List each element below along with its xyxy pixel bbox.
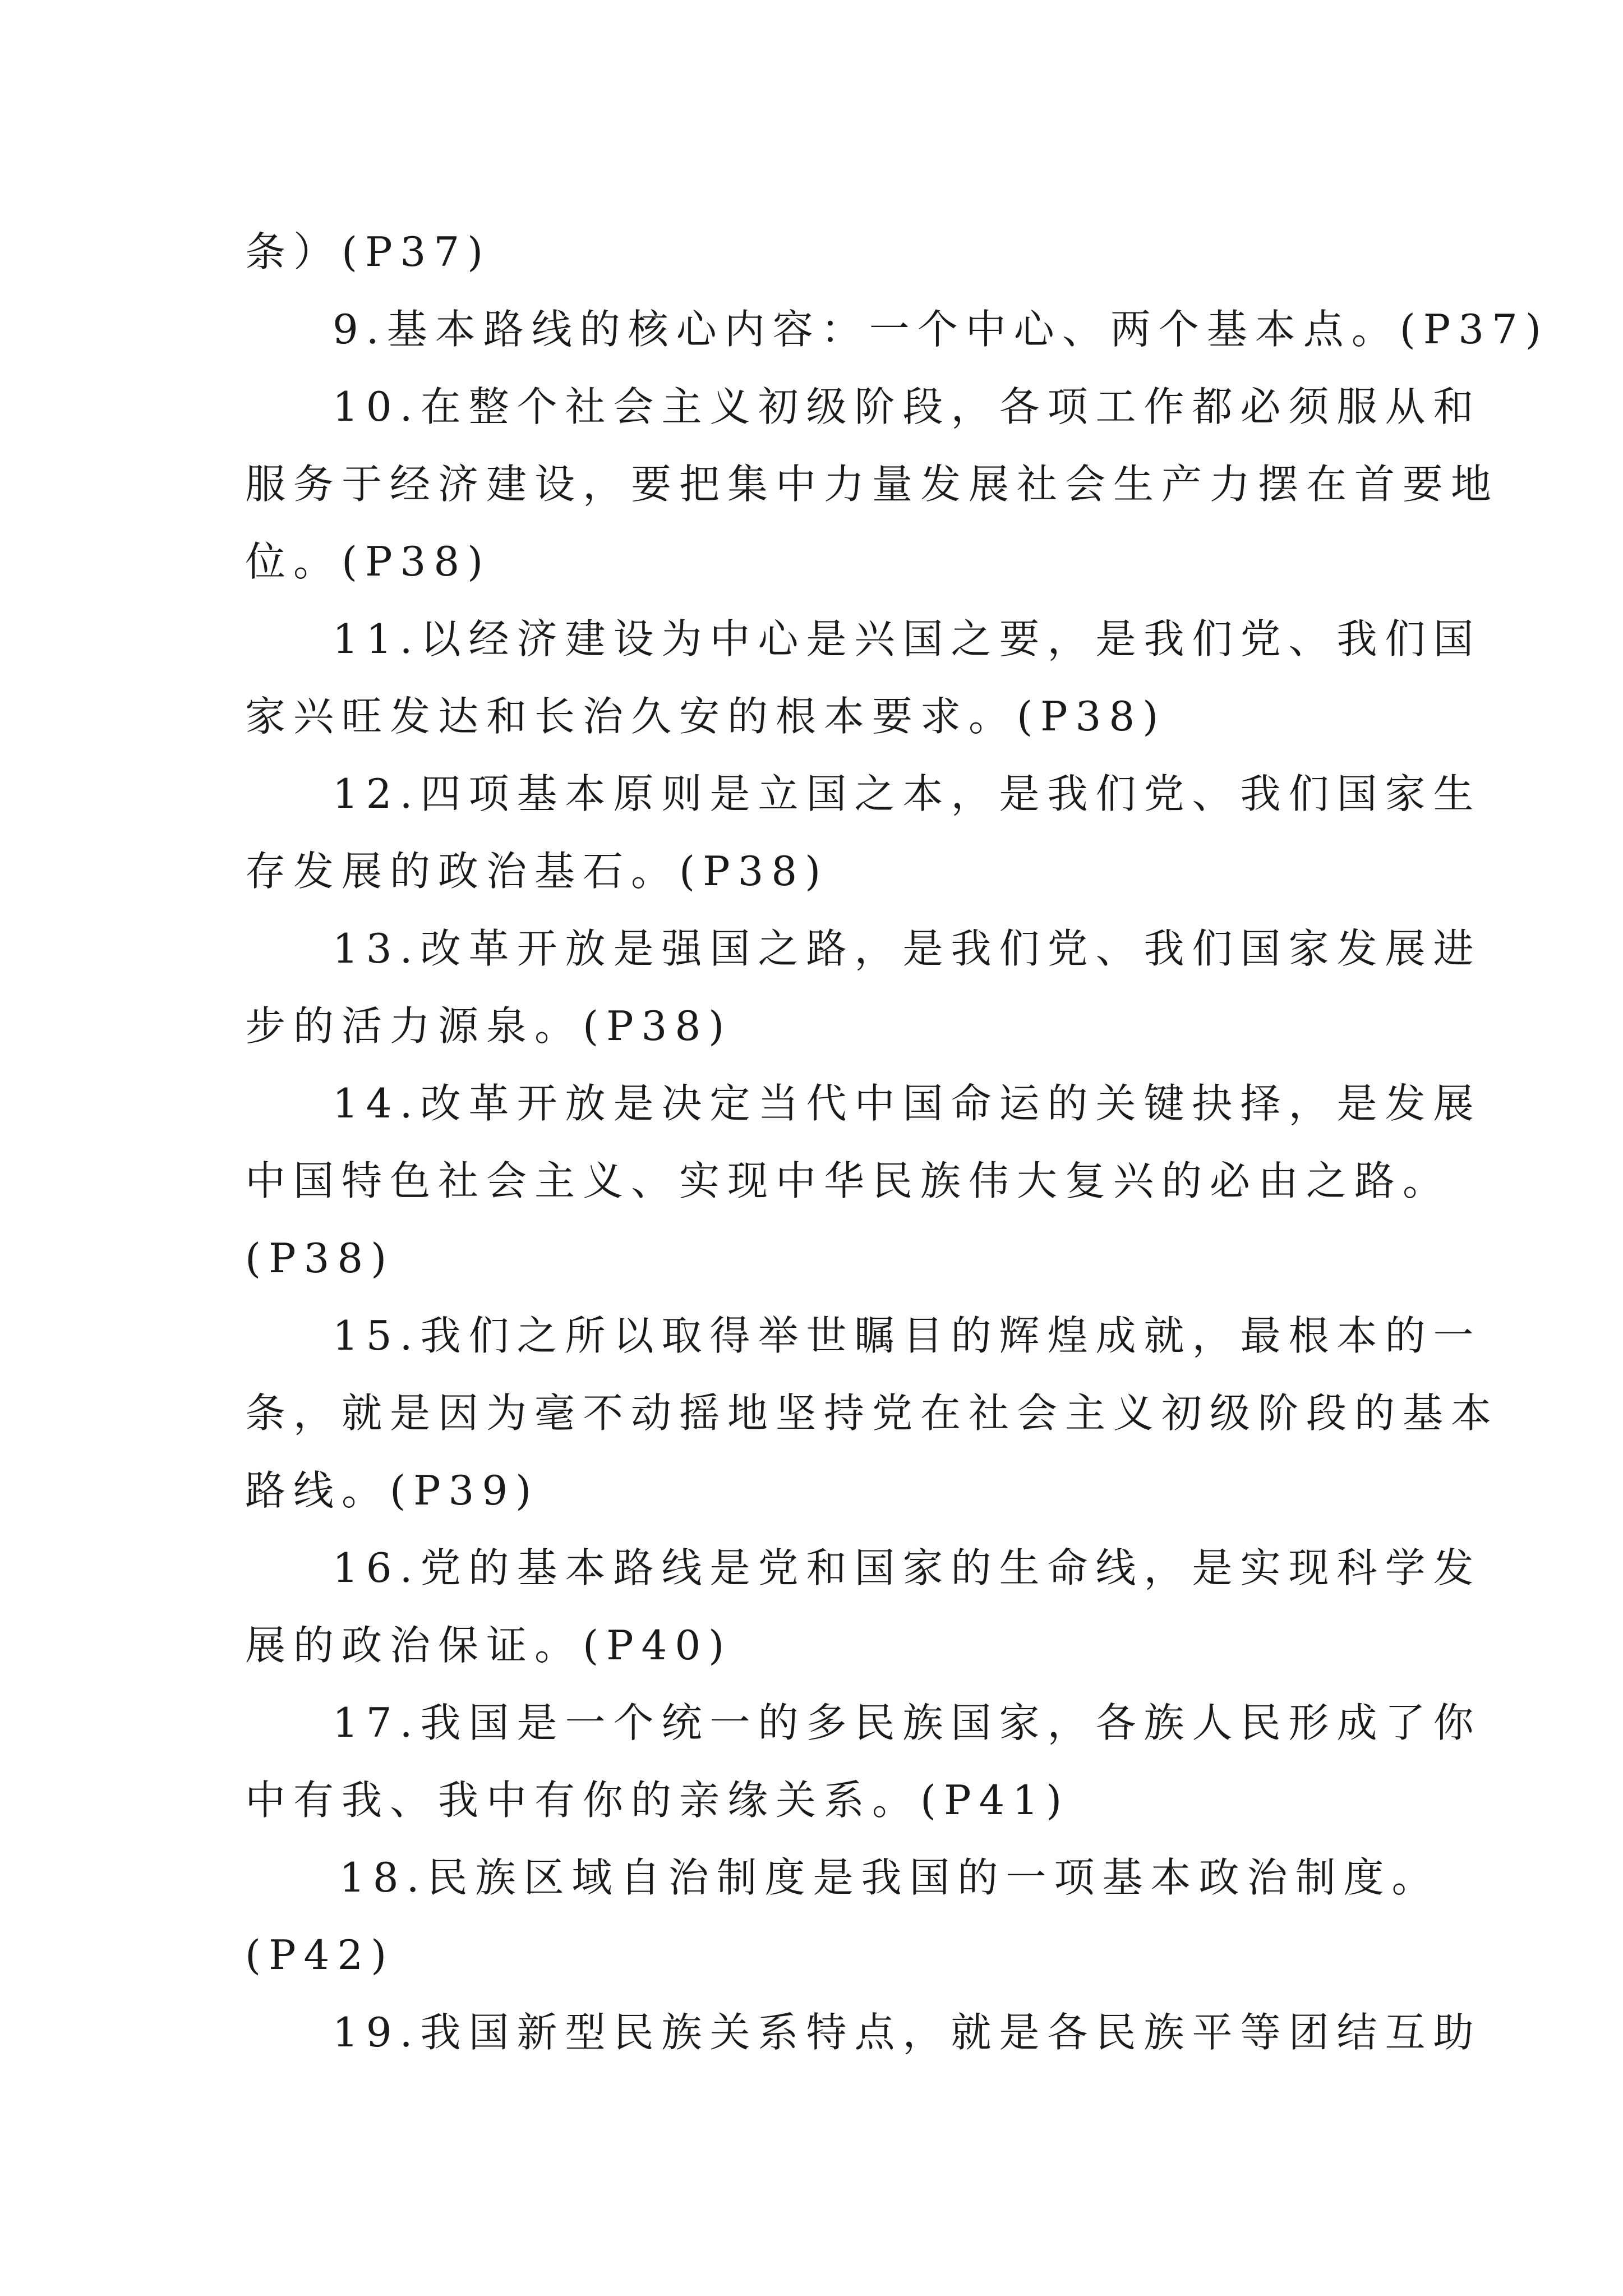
text-line: 13.改革开放是强国之路，是我们党、我们国家发展进 [333, 925, 1482, 972]
text-line: 路线。(P39) [245, 1467, 540, 1514]
text-line: 存发展的政治基石。(P38) [245, 848, 829, 895]
text-line: 家兴旺发达和长治久安的根本要求。(P38) [245, 693, 1166, 740]
text-line: 16.党的基本路线是党和国家的生命线，是实现科学发 [333, 1544, 1482, 1591]
text-line: 9.基本路线的核心内容：一个中心、两个基本点。(P37) [333, 306, 1549, 353]
text-line: 12.四项基本原则是立国之本，是我们党、我们国家生 [333, 770, 1482, 817]
text-line: 步的活力源泉。(P38) [245, 1002, 732, 1050]
text-line: (P38) [245, 1235, 395, 1282]
text-line: 中国特色社会主义、实现中华民族伟大复兴的必由之路。 [245, 1157, 1451, 1204]
text-line: 17.我国是一个统一的多民族国家，各族人民形成了你 [333, 1699, 1482, 1746]
text-line: 18.民族区域自治制度是我国的一项基本政治制度。 [339, 1854, 1440, 1901]
text-line: 条）(P37) [245, 228, 491, 275]
text-line: 条，就是因为毫不动摇地坚持党在社会主义初级阶段的基本 [245, 1389, 1500, 1437]
text-line: 11.以经济建设为中心是兴国之要，是我们党、我们国 [333, 615, 1482, 662]
text-line: 展的政治保证。(P40) [245, 1622, 732, 1669]
text-line: (P42) [245, 1931, 395, 1978]
text-line: 位。(P38) [245, 538, 491, 585]
text-line: 15.我们之所以取得举世瞩目的辉煌成就，最根本的一 [333, 1312, 1482, 1359]
text-line: 19.我国新型民族关系特点，就是各民族平等团结互助 [333, 2009, 1482, 2056]
text-line: 10.在整个社会主义初级阶段，各项工作都必须服从和 [333, 383, 1482, 430]
text-line: 14.改革开放是决定当代中国命运的关键抉择，是发展 [333, 1080, 1482, 1127]
document-page [245, 213, 1549, 2071]
text-line: 中有我、我中有你的亲缘关系。(P41) [245, 1777, 1070, 1824]
text-line: 服务于经济建设，要把集中力量发展社会生产力摆在首要地 [245, 461, 1500, 508]
